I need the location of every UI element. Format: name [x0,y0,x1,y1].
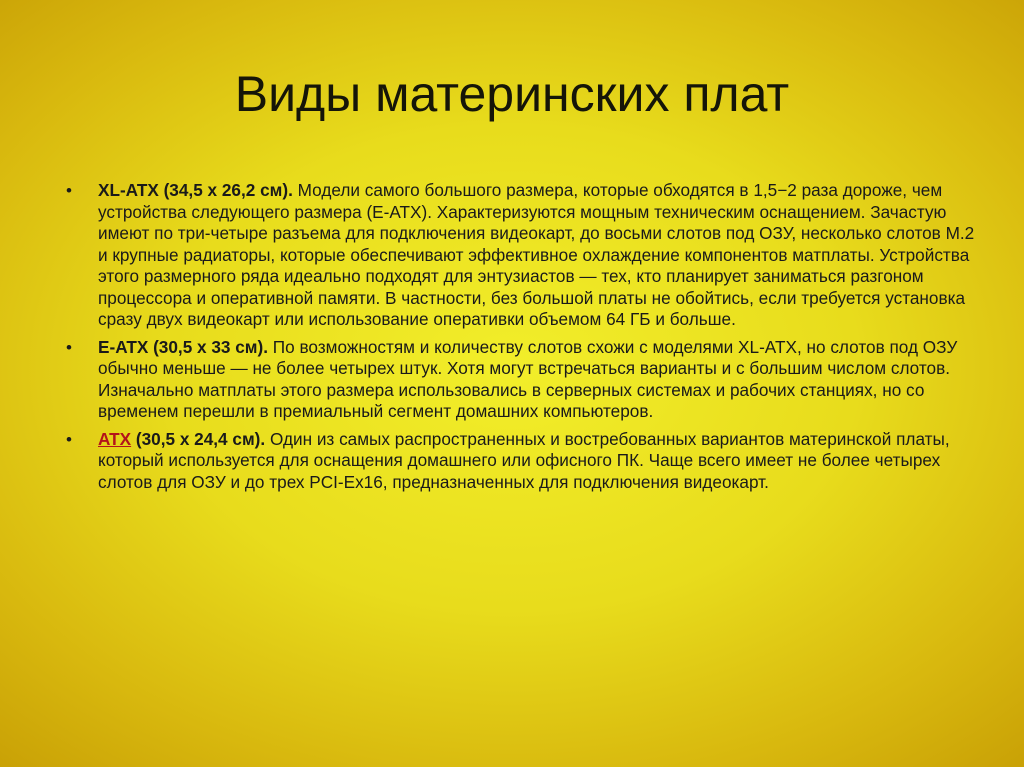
bullet-list [64,180,976,499]
atx-link[interactable]: ATX [98,428,132,449]
bullet-marker: • [66,181,72,200]
description-e-atx: По возможностям и количеству слотов схожи с моделями XL-ATX, но слотов под ОЗУ обычно меньше — не более четырех штук. Хотя могут встречаться варианты и с большим числом слотов. Изначально матплаты этого размера использовались в серверных системах и рабочих станциях, но со временем перешли в премиальный сегмент домашних компьютеров. [98,336,958,421]
description-xl-atx: Модели самого большого размера, которые обходятся в 1,5−2 раза дороже, чем устройства следующего размера (E-ATX). Характеризуются мощным техническим оснащением. Зачастую имеют по три-четыре разъема для подключения видеокарт, до восьми слотов под ОЗУ, несколько слотов M.2 и крупные радиаторы, которые обеспечивают эффективное охлаждение компонентов матплаты. Устройства этого размерного ряда идеально подходят для энтузиастов — тех, кто планирует заниматься разгоном процессора и оперативной памяти. В частности, без большой платы не обойтись, если требуется установка сразу двух видеокарт или использование оперативки объемом 64 ГБ и больше. [98,180,975,329]
description-atx: Один из самых распространенных и востребованных вариантов материнской платы, который используется для оснащения домашнего или офисного ПК. Чаще всего имеет не более четырех слотов для ОЗУ и до трех PCI-Ex16, предназначенных для подключения видеокарт. [98,428,950,492]
slide-title: Виды материнских плат [234,66,790,122]
size-e-atx: (30,5 x 33 см). [148,336,269,357]
size-xl-atx: (34,5 x 26,2 см). [158,180,293,200]
size-atx: (30,5 x 24,4 см). [131,428,266,449]
term-xl-atx: XL-ATX [98,180,159,200]
bullet-item-xl-atx [64,180,976,331]
bullet-marker: • [66,337,72,357]
bullet-marker: • [66,429,72,449]
term-e-atx: E-ATX [98,336,149,357]
bullet-item-atx [64,429,976,494]
bullet-item-e-atx [64,337,976,423]
